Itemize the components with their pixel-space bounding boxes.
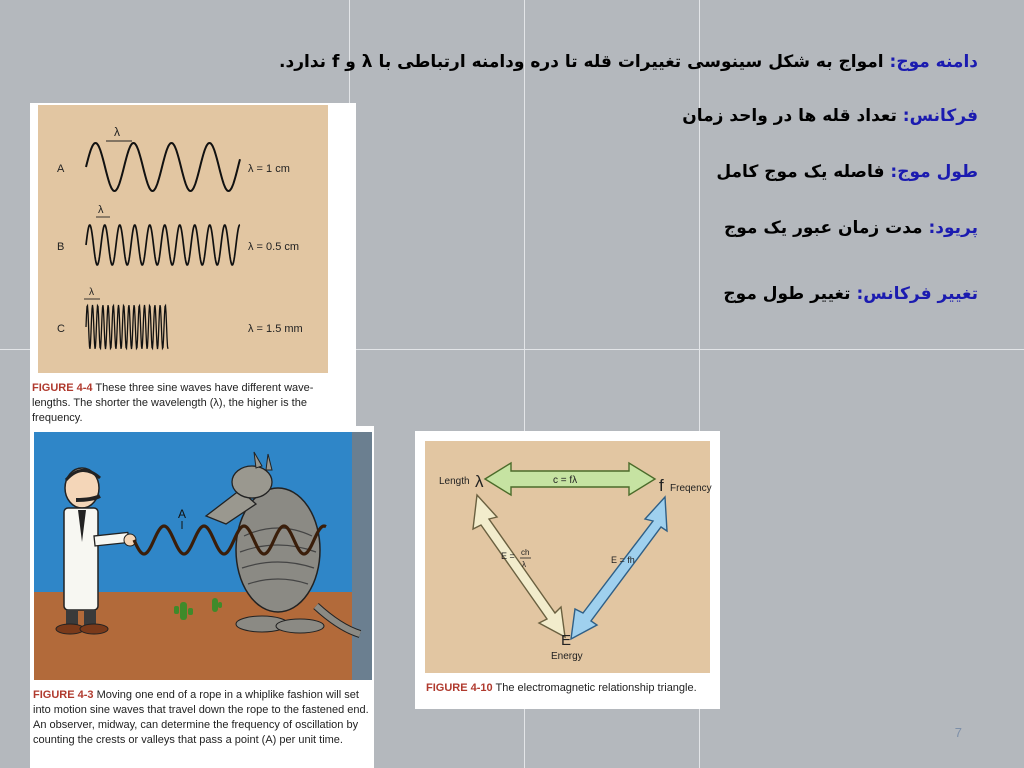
caption-text: These three sine waves have different wave-lengths. The shorter the wavelength (λ), the higher is the frequency. (32, 382, 314, 424)
caption-text: Moving one end of a rope in a whiplike fashion will set into motion sine waves that travel down the rope to the fastened end. An observer, midway, can determine the frequency of oscillation by counting the crests or valleys that pass a point (A) per unit time. (33, 689, 369, 746)
left-formula-prefix: E = (501, 551, 515, 561)
length-label: Length (439, 476, 470, 487)
top-formula: c = fλ (553, 475, 578, 486)
wave-label: λ = 0.5 cm (248, 241, 300, 253)
caption-label: FIGURE 4-4 (32, 382, 93, 394)
lambda-label: λ (89, 287, 94, 298)
definition-text: امواج به شکل سینوسی تغییرات قله تا دره ودامنه ارتباطی با λ و f ندارد. (279, 52, 890, 72)
lambda-symbol: λ (475, 472, 484, 491)
caption-text: The electromagnetic relationship triangle. (492, 682, 697, 694)
definition-text: فاصله یک موج کامل (716, 162, 891, 182)
lambda-label: λ (98, 204, 104, 216)
figure-rope (30, 426, 374, 768)
figure-em-triangle (415, 431, 720, 709)
definition-frequency (682, 106, 978, 126)
em-triangle-diagram (415, 431, 720, 676)
rope-illustration (30, 426, 374, 686)
left-formula-denominator: λ (522, 560, 526, 569)
lambda-label: λ (114, 125, 120, 139)
point-a-marker: A (178, 507, 187, 521)
wave-letter: B (57, 241, 65, 253)
definition-period (724, 218, 978, 238)
definition-frequency-change (723, 284, 978, 304)
figure-4-3-caption (33, 688, 369, 748)
definition-term: دامنه موج: (889, 52, 978, 72)
frequency-symbol: f (659, 476, 664, 495)
figure-4-10-caption (426, 681, 716, 696)
wave-label: λ = 1 cm (248, 163, 290, 175)
definition-amplitude (279, 52, 978, 72)
caption-label: FIGURE 4-10 (426, 682, 493, 694)
wall (352, 432, 372, 680)
definition-text: تغییر طول موج (723, 284, 857, 304)
wave-letter: A (57, 163, 65, 175)
frequency-label: Freqency (670, 483, 712, 494)
caption-label: FIGURE 4-3 (33, 689, 94, 701)
definition-term: طول موج: (890, 162, 978, 182)
wave-letter: C (57, 323, 65, 335)
wave-label: λ = 1.5 mm (248, 323, 303, 335)
definition-text: مدت زمان عبور یک موج (724, 218, 929, 238)
page-number: 7 (954, 725, 962, 740)
energy-symbol: E (561, 632, 572, 649)
figure-4-4-caption (32, 381, 350, 426)
energy-label: Energy (551, 651, 583, 662)
left-formula-numerator: ch (521, 548, 530, 557)
definition-term: تغییر فرکانس: (856, 284, 978, 304)
sine-waves-illustration (30, 103, 356, 378)
definition-term: پریود: (928, 218, 978, 238)
definition-term: فرکانس: (902, 106, 978, 126)
definition-wavelength (716, 162, 978, 182)
definition-text: تعداد قله ها در واحد زمان (682, 106, 903, 126)
figure-sine-waves (30, 103, 356, 427)
right-formula: E = fh (611, 555, 635, 565)
